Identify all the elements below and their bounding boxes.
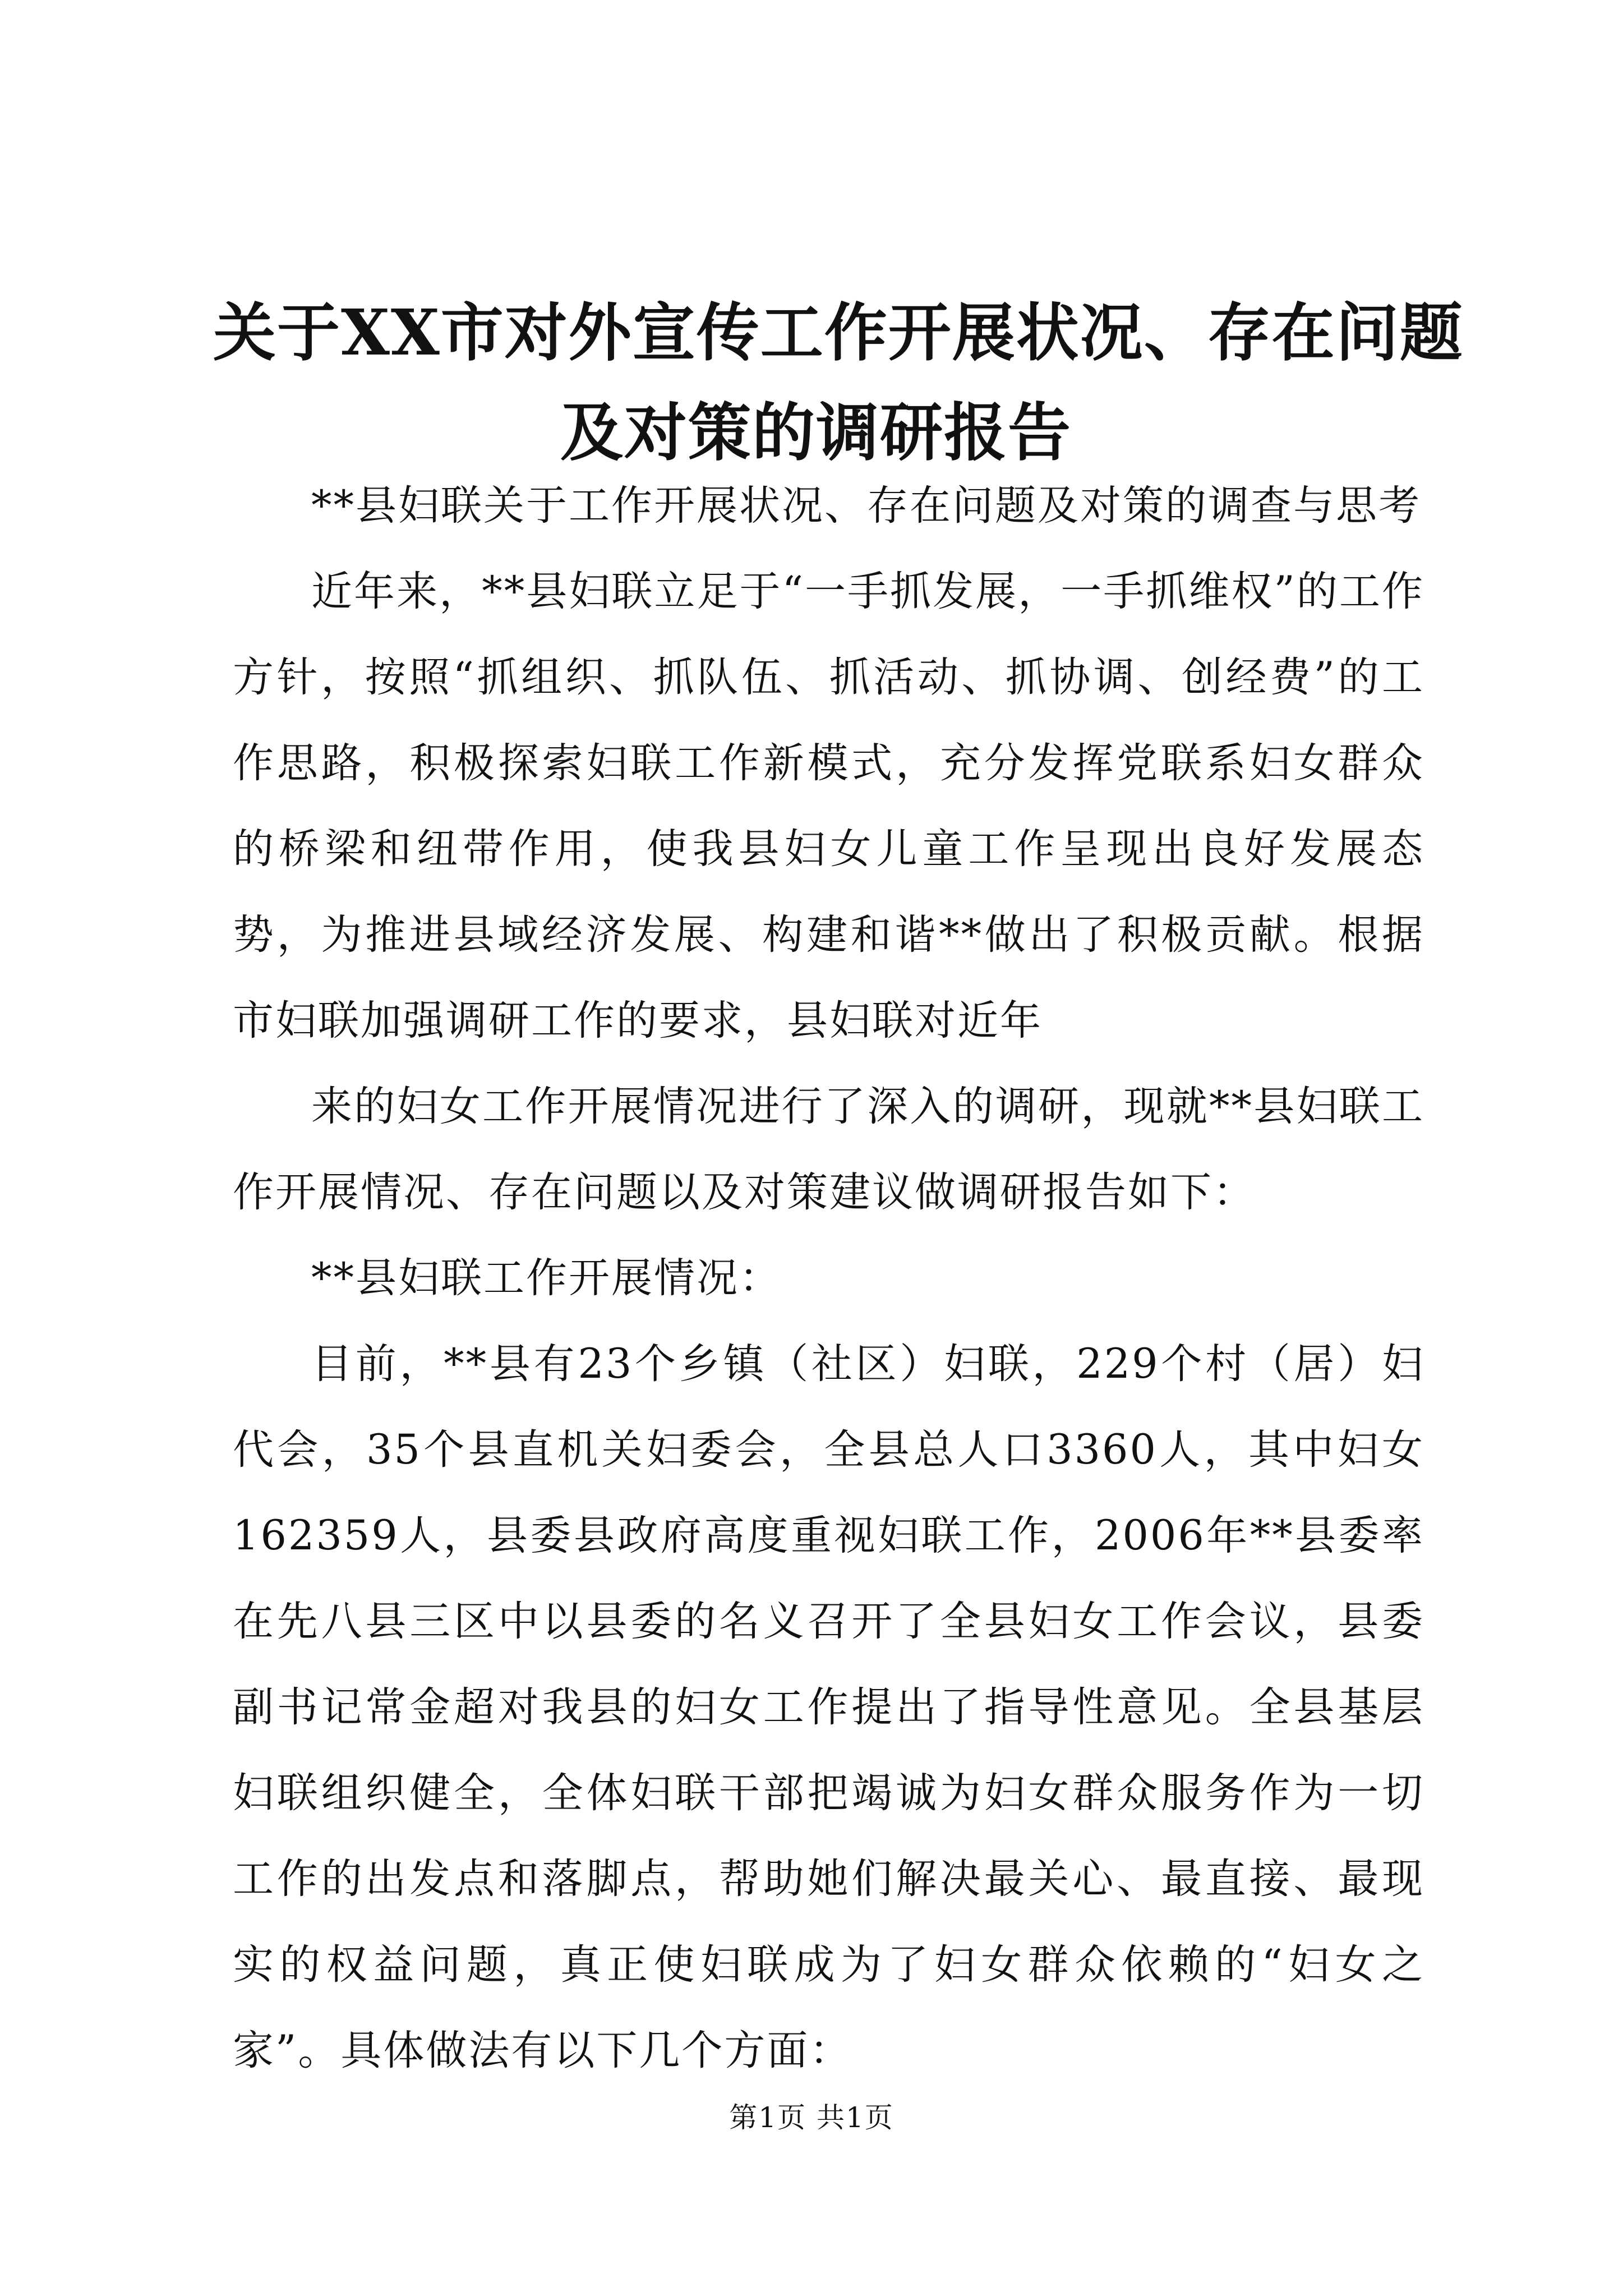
document-title [213,283,1464,483]
title-line-1: 关于XX市对外宣传工作开展状况、存在问题 [213,296,1464,370]
body-paragraph-heading: **县妇联工作开展情况： [311,1254,782,1302]
body-paragraph-subtitle: **县妇联关于工作开展状况、存在问题及对策的调查与思考 [311,482,1421,530]
body-paragraph-intro: 近年来，**县妇联立足于“一手抓发展，一手抓维权”的工作方针，按照“抓组织、抓队伍、抓活动、抓协调、创经费”的工作思路，积极探索妇联工作新模式，充分发挥党联系妇女群众的桥梁和纽带作用，使我县妇女儿童工作呈现出良好发展态势，为推进县域经济发展、构建和谐**做出了积极贡献。根据市妇联加强调研工作的要求，县妇联对近年 [233,568,1424,1045]
body-paragraph-details: 目前，**县有23个乡镇（社区）妇联，229个村（居）妇代会，35个县直机关妇委会，全县总人口3360人，其中妇女162359人，县委县政府高度重视妇联工作，2006年**县委率在先八县三区中以县委的名义召开了全县妇女工作会议，县委副书记常金超对我县的妇女工作提出了指导性意见。全县基层妇联组织健全，全体妇联干部把竭诚为妇女群众服务作为一切工作的出发点和落脚点，帮助她们解决最关心、最直接、最现实的权益问题，真正使妇联成为了妇女群众依赖的“妇女之家”。具体做法有以下几个方面： [233,1340,1424,2074]
document-body [233,463,1424,2093]
title-line-2: 及对策的调研报告 [560,396,1072,470]
body-paragraph-continuation: 来的妇女工作开展情况进行了深入的调研，现就**县妇联工作开展情况、存在问题以及对策建议做调研报告如下： [233,1083,1424,1216]
page-footer: 第1页 共1页 [729,2101,894,2134]
